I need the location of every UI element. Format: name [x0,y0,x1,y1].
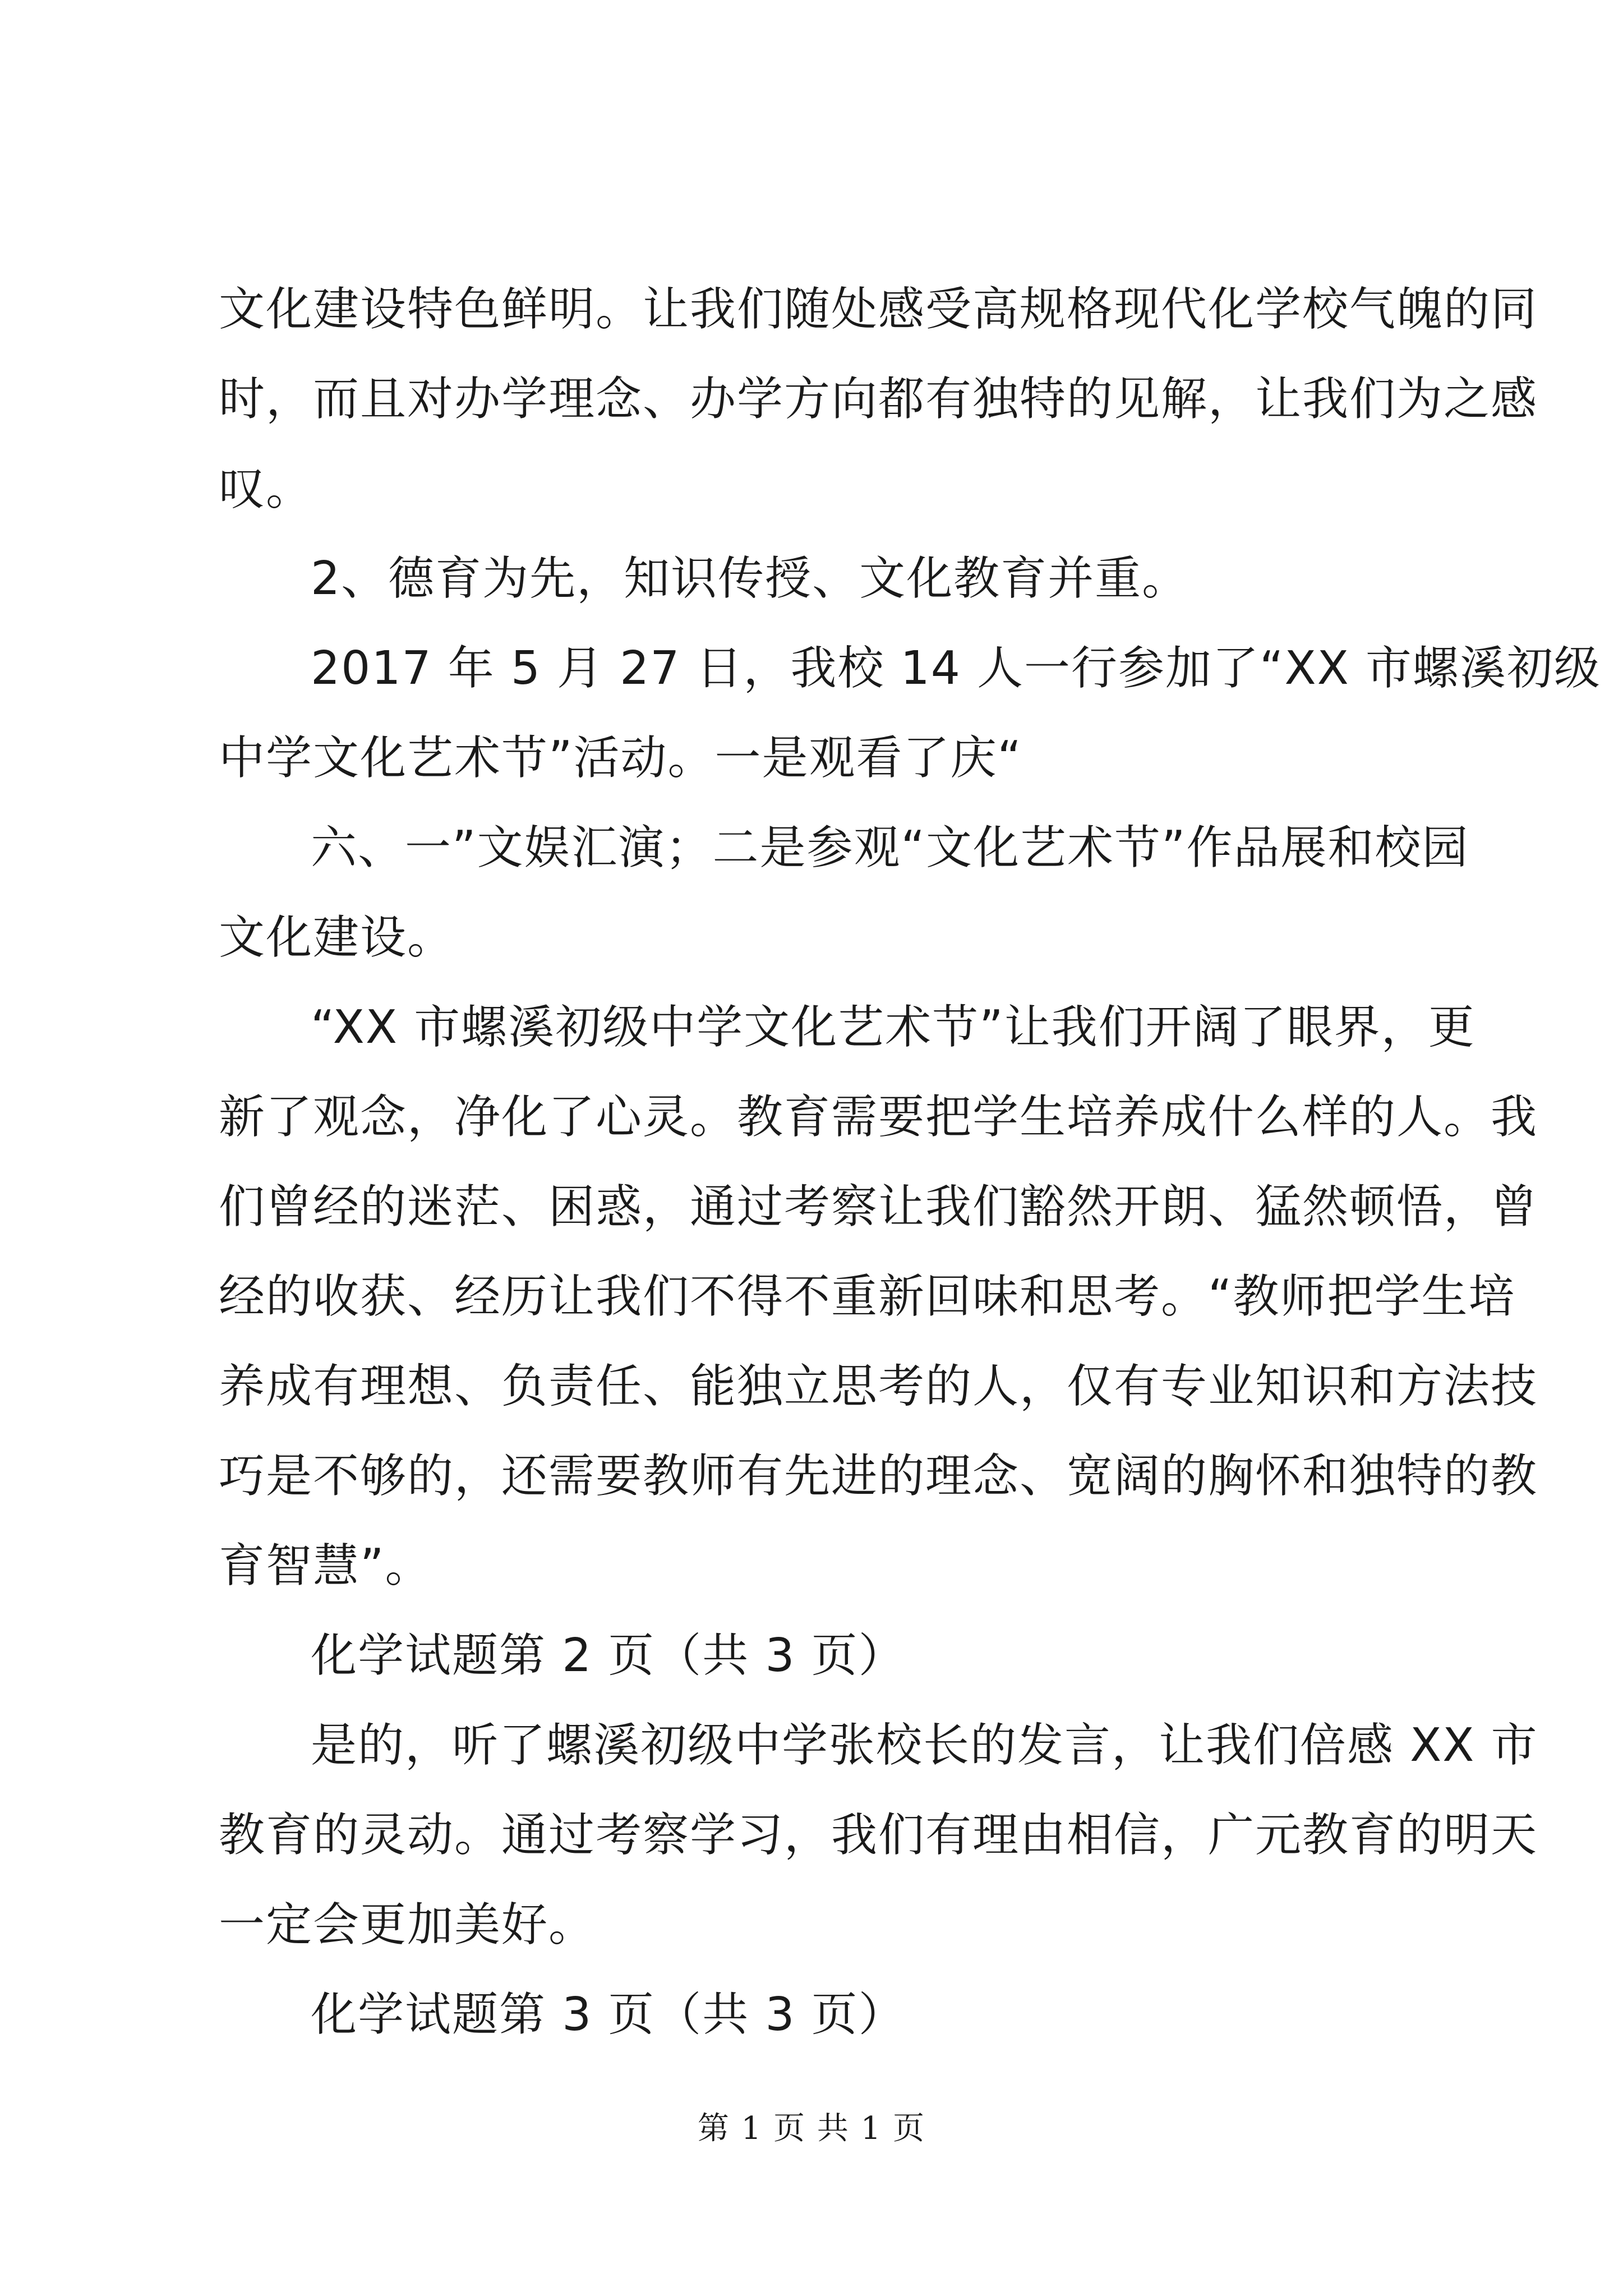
section-heading: 2、德育为先，知识传授、文化教育并重。 [311,552,1189,605]
document-body [219,265,1601,2060]
text-line: 文化建设。 [219,911,455,964]
page-footer: 第 1 页 共 1 页 [697,2110,926,2147]
text-line: 巧是不够的，还需要教师有先进的理念、宽阔的胸怀和独特的教 [219,1450,1538,1503]
text-line: 教育的灵动。通过考察学习，我们有理由相信，广元教育的明天 [219,1809,1538,1862]
text-line: 新了观念，净化了心灵。教育需要把学生培养成什么样的人。我 [219,1091,1538,1144]
text-line: 们曾经的迷茫、困惑，通过考察让我们豁然开朗、猛然顿悟，曾 [219,1180,1538,1234]
text-line: 一定会更加美好。 [219,1898,596,1952]
text-line: 是的，听了螺溪初级中学张校长的发言，让我们倍感 XX 市 [311,1719,1538,1772]
text-line: 育智慧”。 [219,1539,432,1593]
text-line: 2017 年 5 月 27 日，我校 14 人一行参加了“XX 市螺溪初级 [311,642,1601,695]
text-line: 文化建设特色鲜明。让我们随处感受高规格现代化学校气魄的同 [219,283,1538,336]
text-line: “XX 市螺溪初级中学文化艺术节”让我们开阔了眼界，更 [311,1001,1476,1054]
text-line: 叹。 [219,462,313,516]
page-note: 化学试题第 2 页（共 3 页） [311,1629,906,1682]
text-line: 六、一”文娱汇演；二是参观“文化艺术节”作品展和校园 [311,821,1469,875]
text-line: 养成有理想、负责任、能独立思考的人，仅有专业知识和方法技 [219,1360,1538,1413]
text-line: 时，而且对办学理念、办学方向都有独特的见解，让我们为之感 [219,372,1538,426]
page-note: 化学试题第 3 页（共 3 页） [311,1988,906,2041]
text-line: 经的收获、经历让我们不得不重新回味和思考。“教师把学生培 [219,1270,1516,1323]
text-line: 中学文化艺术节”活动。一是观看了庆“ [219,731,1022,785]
